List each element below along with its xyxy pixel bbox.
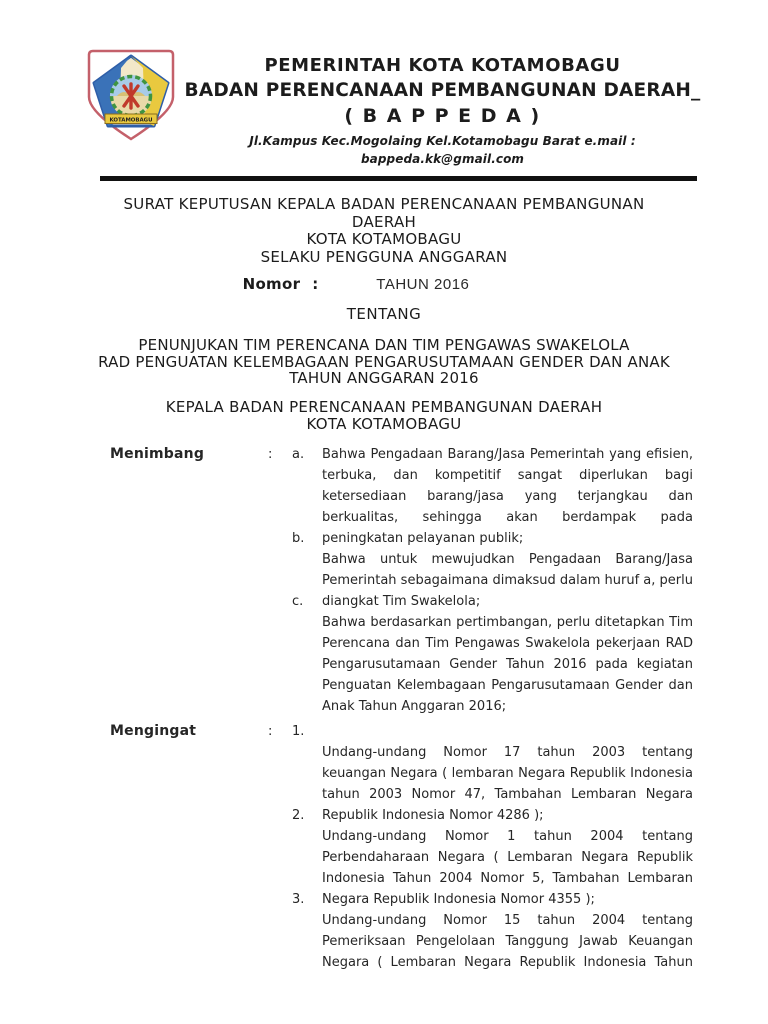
section-menimbang xyxy=(110,444,693,717)
document-line xyxy=(110,784,693,805)
decree-number-line xyxy=(0,275,740,293)
line-text: Anak Tahun Anggaran 2016; xyxy=(322,698,507,714)
line-text: berkualitas, sehingga akan berdampak pada xyxy=(322,509,693,525)
document-line xyxy=(110,742,693,763)
list-marker: a. xyxy=(292,446,305,462)
title-line: DAERAH xyxy=(351,212,417,231)
letterhead-text xyxy=(177,48,708,168)
document-line xyxy=(110,444,693,465)
line-text: Indonesia Tahun 2004 Nomor 5, Tambahan Lembaran xyxy=(322,870,693,886)
line-text: Negara ( Lembaran Negara Republik Indonesia Tahun xyxy=(322,954,693,970)
decree-title xyxy=(0,196,768,266)
document-line xyxy=(110,654,693,675)
decree-body xyxy=(0,444,768,973)
line-text: terbuka, dan kompetitif sangat diperlukan bagi xyxy=(322,467,693,483)
line-text: Pengarusutamaan Gender Tahun 2016 pada kegiatan xyxy=(322,656,693,672)
line-text: Pemeriksaan Pengelolaan Tanggung Jawab Keuangan xyxy=(322,933,693,949)
document-line xyxy=(110,910,693,931)
document-line xyxy=(110,805,693,826)
line-text: Undang-undang Nomor 17 tahun 2003 tentang xyxy=(322,744,693,760)
line-text: Undang-undang Nomor 1 tahun 2004 tentang xyxy=(322,828,693,844)
issuer-line: KOTA KOTAMOBAGU xyxy=(306,414,462,433)
title-line: SURAT KEPUTUSAN KEPALA BADAN PERENCANAAN PEMBANGUNAN xyxy=(123,195,645,213)
agency-name: BADAN PERENCANAAN PEMBANGUNAN DAERAH_ xyxy=(184,80,701,101)
document-line xyxy=(110,675,693,696)
document-line xyxy=(110,763,693,784)
document-line xyxy=(110,847,693,868)
document-line xyxy=(110,868,693,889)
line-text: Bahwa Pengadaan Barang/Jasa Pemerintah yang efisien, xyxy=(322,446,693,462)
section-colon: : xyxy=(268,723,273,739)
line-text: ketersediaan barang/jasa yang terjangkau dan xyxy=(322,488,693,504)
line-text: Penguatan Kelembagaan Pengarusutamaan Gender dan xyxy=(322,677,693,693)
list-marker: 3. xyxy=(292,891,305,907)
document-line xyxy=(110,486,693,507)
letterhead xyxy=(0,0,768,168)
section-label: Mengingat xyxy=(110,722,197,739)
document-line xyxy=(110,696,693,717)
line-text: Perbendaharaan Negara ( Lembaran Negara Republik xyxy=(322,849,693,865)
kotamobagu-seal-icon xyxy=(85,48,177,142)
document-line xyxy=(110,549,693,570)
document-line xyxy=(110,465,693,486)
document-line xyxy=(110,721,693,742)
tentang-heading: TENTANG xyxy=(346,305,422,323)
document-line xyxy=(110,633,693,654)
line-text: keuangan Negara ( lembaran Negara Republik Indonesia xyxy=(322,765,693,781)
nomor-value: TAHUN 2016 xyxy=(376,276,470,293)
list-marker: c. xyxy=(292,593,304,609)
government-name: PEMERINTAH KOTA KOTAMOBAGU xyxy=(264,55,621,76)
line-text: Perencana dan Tim Pengawas Swakelola pekerjaan RAD xyxy=(322,635,693,651)
decree-issuer xyxy=(0,399,768,433)
line-text: Undang-undang Nomor 15 tahun 2004 tentang xyxy=(322,912,693,928)
line-text: Republik Indonesia Nomor 4286 ); xyxy=(322,807,544,823)
line-text: tahun 2003 Nomor 47, Tambahan Lembaran Negara xyxy=(322,786,693,802)
document-line xyxy=(110,591,693,612)
agency-abbreviation: ( B A P P E D A ) xyxy=(344,105,541,127)
document-line xyxy=(110,931,693,952)
bappeda-logo xyxy=(85,48,177,146)
document-line xyxy=(110,826,693,847)
issuer-line: KEPALA BADAN PERENCANAAN PEMBANGUNAN DAERAH xyxy=(165,397,603,416)
line-text: Pemerintah sebagaimana dimaksud dalam huruf a, perlu xyxy=(322,572,693,588)
subject-line: TAHUN ANGGARAN 2016 xyxy=(289,369,479,387)
line-text: peningkatan pelayanan publik; xyxy=(322,530,524,546)
list-marker: 1. xyxy=(292,723,305,739)
section-mengingat xyxy=(110,721,693,973)
list-marker: 2. xyxy=(292,807,305,823)
letterhead-divider xyxy=(100,176,697,181)
line-text: diangkat Tim Swakelola; xyxy=(322,593,481,609)
line-text: Bahwa untuk mewujudkan Pengadaan Barang/Jasa xyxy=(322,551,693,567)
document-line xyxy=(110,507,693,528)
line-text: Bahwa berdasarkan pertimbangan, perlu ditetapkan Tim xyxy=(322,614,693,630)
section-label: Menimbang xyxy=(110,445,205,462)
nomor-colon: : xyxy=(312,275,319,293)
subject-line: RAD PENGUATAN KELEMBAGAAN PENGARUSUTAMAAN GENDER DAN ANAK xyxy=(98,352,670,371)
list-marker: b. xyxy=(292,530,305,546)
decree-subject xyxy=(0,337,768,387)
document-line xyxy=(110,570,693,591)
logo-banner-text: KOTAMOBAGU xyxy=(109,117,153,124)
subject-line: PENUNJUKAN TIM PERENCANA DAN TIM PENGAWAS SWAKELOLA xyxy=(138,336,630,354)
title-line: SELAKU PENGGUNA ANGGARAN xyxy=(260,247,508,266)
document-line xyxy=(110,528,693,549)
document-line xyxy=(110,952,693,973)
document-line xyxy=(110,612,693,633)
agency-address: Jl.Kampus Kec.Mogolaing Kel.Kotamobagu Barat e.mail : bappeda.kk@gmail.com xyxy=(249,134,636,166)
nomor-label: Nomor xyxy=(242,275,301,293)
title-line: KOTA KOTAMOBAGU xyxy=(306,230,462,248)
line-text: Negara Republik Indonesia Nomor 4355 ); xyxy=(322,891,595,907)
section-colon: : xyxy=(268,446,273,462)
document-line xyxy=(110,889,693,910)
